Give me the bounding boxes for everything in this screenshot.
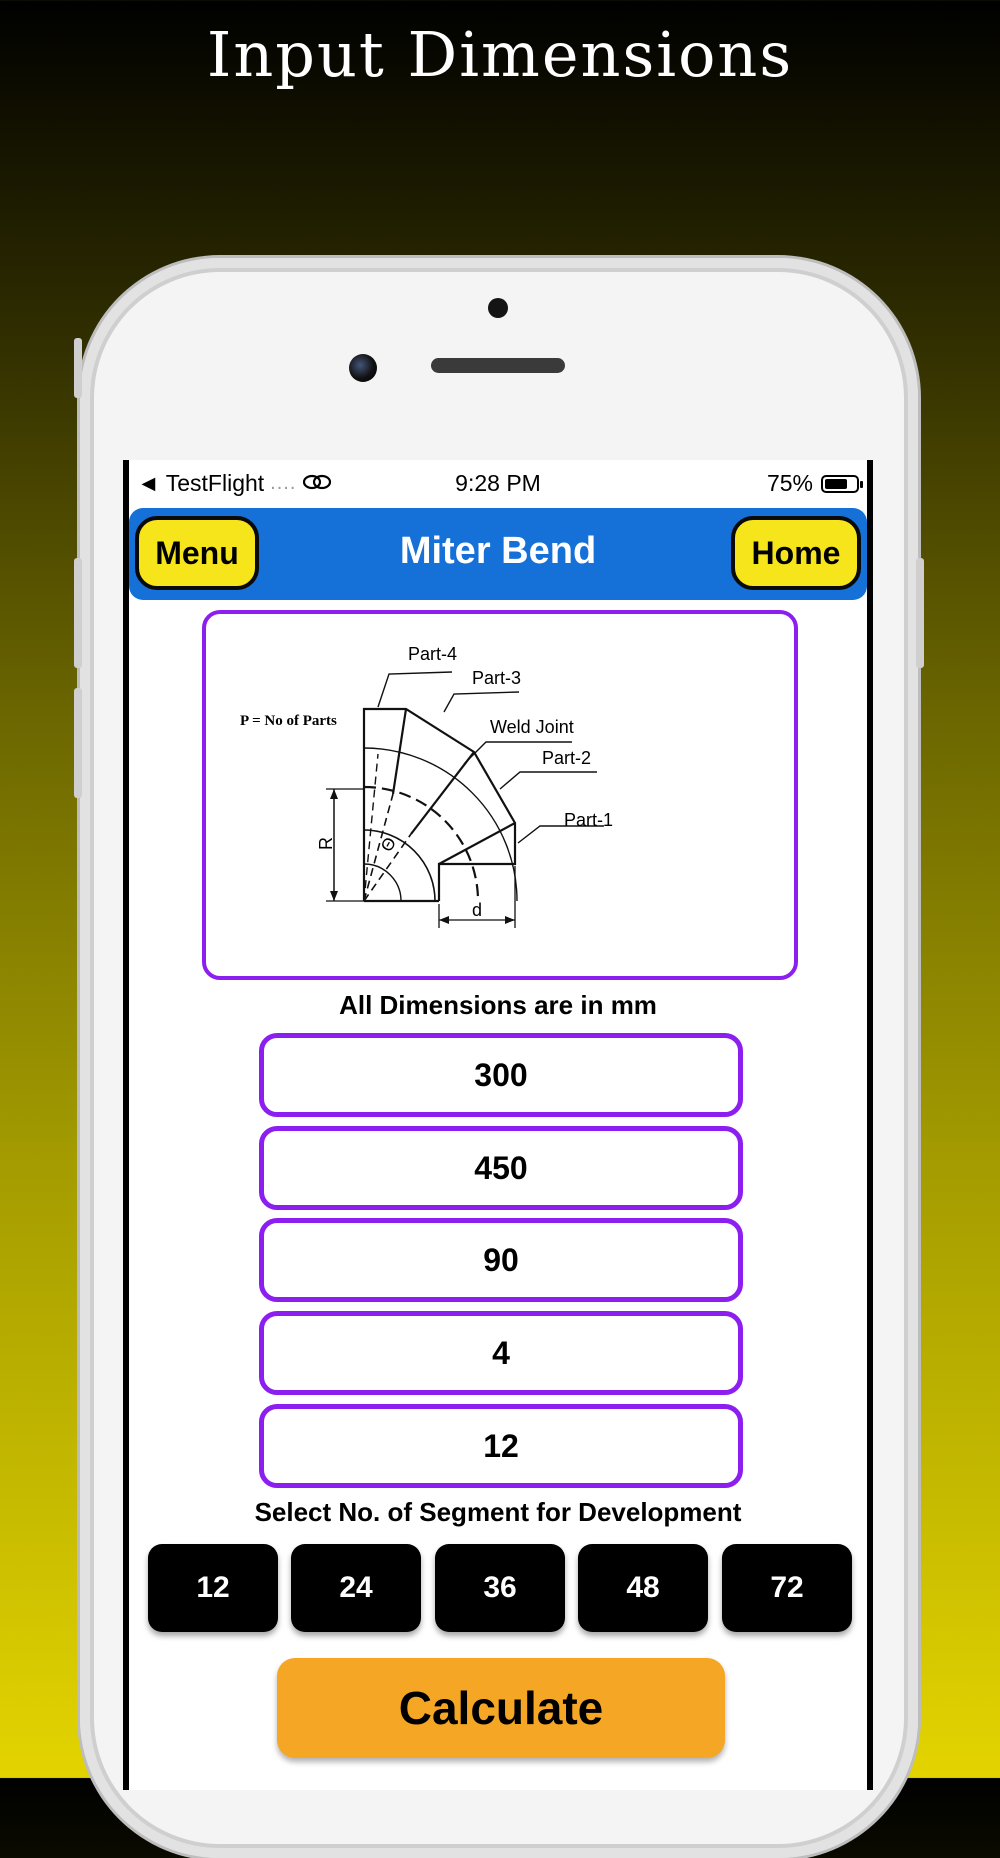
dimension-input-3[interactable]: 90	[259, 1218, 743, 1302]
battery-fill	[825, 479, 847, 489]
calculate-button[interactable]: Calculate	[277, 1658, 725, 1758]
phone-side-button	[74, 338, 82, 398]
miter-bend-diagram	[202, 610, 798, 980]
diagram-note: P = No of Parts	[240, 713, 337, 729]
phone-screen	[123, 460, 873, 1790]
dimension-input-5[interactable]: 12	[259, 1404, 743, 1488]
phone-side-button	[74, 688, 82, 798]
segment-button-48[interactable]: 48	[578, 1544, 708, 1632]
label-radius: R	[316, 837, 336, 850]
dimension-input-4[interactable]: 4	[259, 1311, 743, 1395]
front-camera	[349, 354, 377, 382]
status-time: 9:28 PM	[455, 470, 541, 496]
label-part4: Part-4	[408, 644, 458, 664]
earpiece-speaker	[431, 358, 565, 373]
battery-percent: 75%	[766, 470, 813, 496]
segment-button-36[interactable]: 36	[435, 1544, 565, 1632]
phone-side-button	[74, 558, 82, 668]
signal-icon: ....	[270, 472, 297, 494]
back-to-testflight-link[interactable]: ◄ TestFlight	[137, 470, 265, 496]
segment-button-72[interactable]: 72	[722, 1544, 852, 1632]
label-theta: Θ	[377, 834, 401, 855]
segment-label: Select No. of Segment for Development	[254, 1497, 742, 1527]
nav-bar	[129, 508, 867, 600]
dimensions-note: All Dimensions are in mm	[339, 990, 657, 1020]
label-weld-joint: Weld Joint	[490, 717, 574, 737]
status-right	[767, 470, 859, 497]
label-part2: Part-2	[542, 748, 592, 768]
dimension-input-2[interactable]: 450	[259, 1126, 743, 1210]
segment-button-24[interactable]: 24	[291, 1544, 421, 1632]
phone-side-button	[916, 558, 924, 668]
home-button[interactable]: Home	[731, 516, 861, 590]
label-part3: Part-3	[472, 668, 522, 688]
app-screen	[129, 460, 867, 1790]
proximity-sensor	[488, 298, 508, 318]
page-title: Miter Bend	[399, 530, 597, 572]
battery-icon	[821, 475, 859, 493]
label-diameter: d	[472, 900, 483, 920]
diagram-drawing	[206, 614, 794, 976]
segment-button-12[interactable]: 12	[148, 1544, 278, 1632]
page-headline: Input Dimensions	[206, 18, 794, 91]
status-bar	[129, 460, 867, 508]
label-part1: Part-1	[564, 810, 614, 830]
menu-button[interactable]: Menu	[135, 516, 259, 590]
dimension-input-1[interactable]: 300	[259, 1033, 743, 1117]
